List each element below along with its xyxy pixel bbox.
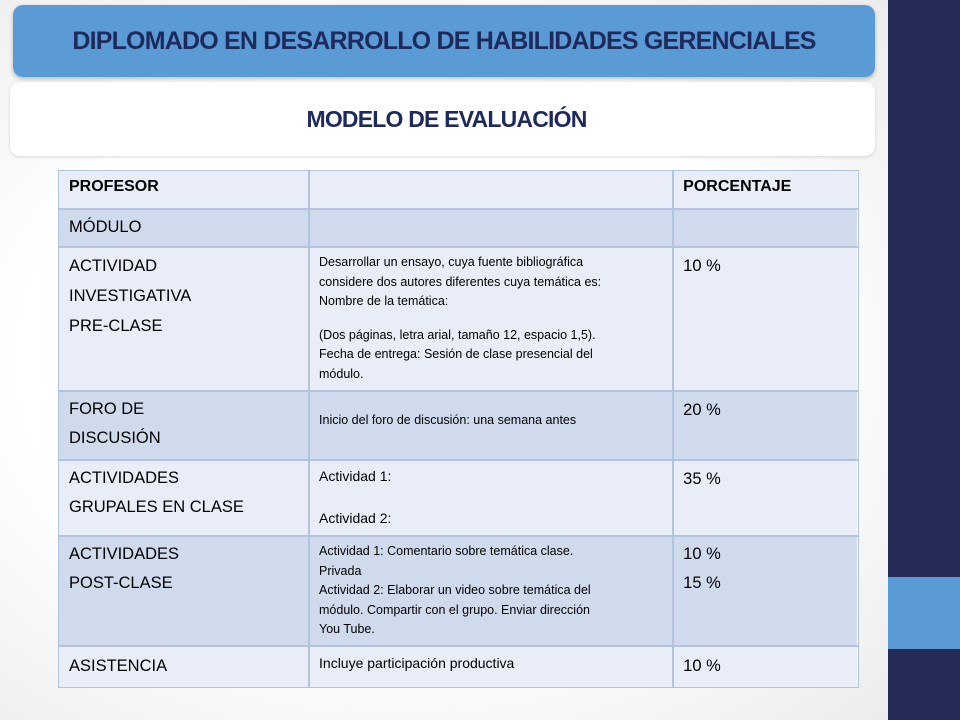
row-description [309,536,673,647]
row-label-line: GRUPALES EN CLASE [69,498,244,516]
header-cell-blank [309,171,673,209]
header-cell-porcentaje: PORCENTAJE [673,171,858,209]
row-desc-line: considere dos autores diferentes cuya temática es: [319,274,602,289]
row-percentage [673,536,858,647]
row-pct-line: 10 % [683,257,721,275]
row-desc-line: módulo. [319,366,364,381]
row-pct-line: 15 % [683,574,721,592]
table-row [59,247,858,391]
row-pct-line: 35 % [683,470,721,488]
table-row-modulo [59,209,858,247]
cell-modulo-desc [309,209,673,247]
page-title: DIPLOMADO EN DESARROLLO DE HABILIDADES GERENCIALES [72,26,816,55]
row-pct-line: 10 % [683,656,721,675]
row-desc-line [319,487,662,508]
page-subtitle: MODELO DE EVALUACIÓN [306,105,587,132]
row-desc-line: Actividad 1: Comentario sobre temática clase. [319,544,574,558]
evaluation-table [58,170,858,688]
row-desc-line: módulo. Compartir con el grupo. Enviar dirección [319,602,590,617]
table-row [59,646,858,687]
row-label-line: INVESTIGATIVA [69,287,192,305]
row-desc-line [319,312,662,326]
row-desc-line: Nombre de la temática: [319,294,449,308]
side-accent-block [888,577,960,649]
row-desc-line: Incluye participación productiva [319,654,515,671]
row-label-line: ASISTENCIA [69,656,168,675]
row-percentage [673,646,858,687]
row-label [59,646,309,687]
row-label-line: ACTIVIDAD [69,257,158,275]
row-label [59,460,309,536]
row-desc-line: Actividad 2: [319,510,392,526]
row-pct-line: 10 % [683,545,721,563]
table-row [59,391,858,460]
row-label-line: ACTIVIDADES [69,545,180,563]
row-desc-line: Inicio del foro de discusión: una semana antes [319,413,577,427]
row-desc-line: (Dos páginas, letra arial, tamaño 12, espacio 1,5). [319,327,596,342]
row-description [309,247,673,391]
row-desc-line: Actividad 1: [319,468,392,484]
table-row [59,536,858,647]
row-label-line: POST-CLASE [69,574,173,592]
row-desc-line: Fecha de entrega: Sesión de clase presencial del [319,347,593,361]
row-label [59,391,309,460]
cell-modulo-pct [673,209,858,247]
row-description [309,391,673,460]
row-description [309,646,673,687]
subtitle-box [10,82,875,156]
row-description [309,460,673,536]
row-desc-line: Desarrollar un ensayo, cuya fuente bibliográfica [319,255,584,269]
row-desc-line: Privada [319,563,362,578]
row-label-line: ACTIVIDADES [69,469,180,487]
row-label-line: PRE-CLASE [69,317,163,335]
row-percentage [673,391,858,460]
row-label-line: DISCUSIÓN [69,429,161,447]
row-percentage [673,247,858,391]
cell-modulo-label: MÓDULO [59,209,309,247]
table-row [59,460,858,536]
table-header-row [59,171,858,209]
row-pct-line: 20 % [683,401,721,419]
row-label-line: FORO DE [69,400,145,418]
row-desc-line: You Tube. [319,622,375,636]
header-cell-profesor: PROFESOR [59,171,309,209]
row-desc-line: Actividad 2: Elaborar un video sobre temática del [319,583,591,597]
row-label [59,247,309,391]
row-percentage [673,460,858,536]
title-bar [13,5,875,77]
row-label [59,536,309,647]
